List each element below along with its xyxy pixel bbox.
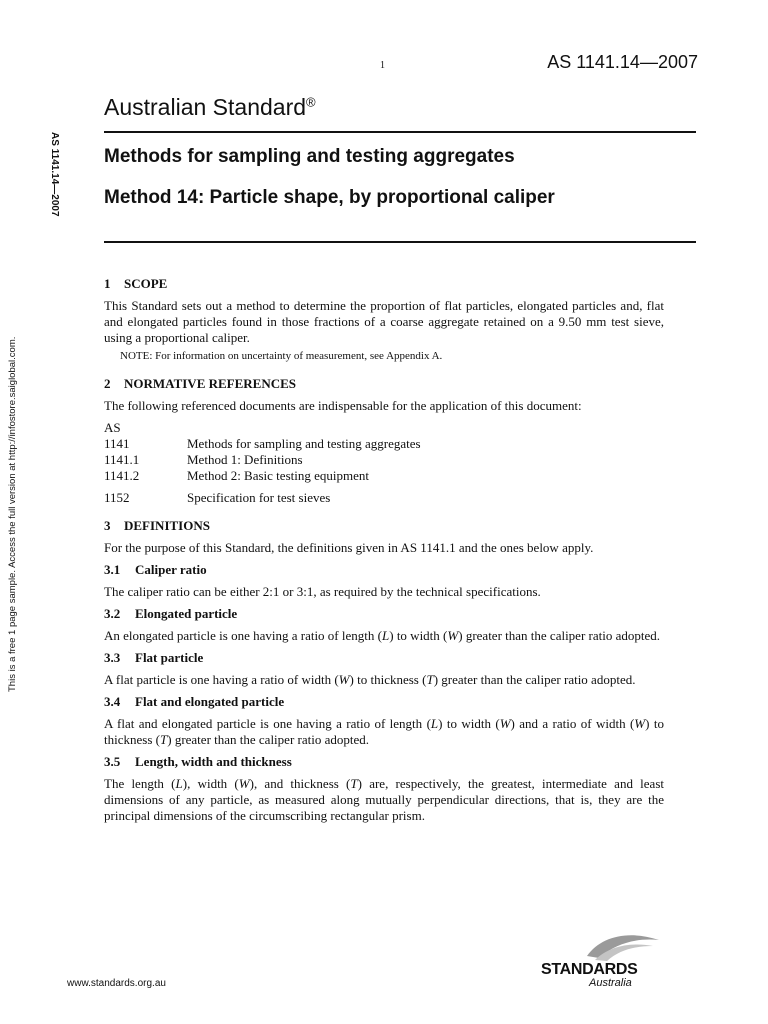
side-standard-code: AS 1141.14—2007 [49,132,60,217]
registered-mark: ® [306,94,316,110]
logo-swoosh-icon [583,930,661,962]
method-title: Method 14: Particle shape, by proportional caliper [104,187,555,208]
standard-code: AS 1141.14—2007 [547,52,698,72]
section-normative-references [104,376,664,506]
definition-heading: 3.5 Length, width and thickness [104,754,292,769]
logo-wordmark: STANDARDS [541,961,638,978]
reference-row: 1141.1 Method 1: Definitions [104,452,303,467]
scope-body: This Standard sets out a method to determine the proportion of flat particles, elongated particles and, flat and elongated particles found in those fractions of a coarse aggregate retained on a 9.50 mm test sieve, using a proportional caliper. [104,298,664,345]
section-heading: 3 DEFINITIONS [104,518,210,533]
section-heading: 1 SCOPE [104,276,168,291]
definition-body: An elongated particle is one having a ratio of length (L) to width (W) greater than the caliper ratio adopted. [104,628,661,643]
definition-heading: 3.3 Flat particle [104,650,204,665]
reference-prefix: AS [104,420,121,435]
definition-body: A flat particle is one having a ratio of width (W) to thickness (T) greater than the caliper ratio adopted. [104,672,636,687]
section-definitions [104,518,664,824]
standards-australia-logo [541,930,661,992]
reference-row: 1152 Specification for test sieves [104,490,331,505]
reference-row: 1141.2 Method 2: Basic testing equipment [104,468,369,483]
section-scope [104,276,664,364]
document-title: Methods for sampling and testing aggregates [104,146,515,167]
section-heading: 2 NORMATIVE REFERENCES [104,376,297,391]
definitions-intro: For the purpose of this Standard, the definitions given in AS 1141.1 and the ones below apply. [104,540,594,555]
definition-heading: 3.1 Caliper ratio [104,562,207,577]
brand-title [104,94,316,121]
title-rule-bottom [104,241,696,243]
sample-notice: This is a free 1 page sample. Access the full version at http://infostore.saiglobal.com. [7,336,18,692]
reference-row: 1141 Methods for sampling and testing aggregates [104,436,421,451]
standards-website-link[interactable]: www.standards.org.au [67,978,166,989]
document-body [104,276,664,830]
title-rule-top [104,131,696,133]
definition-body: The length (L), width (W), and thickness (T) are, respectively, the greatest, intermediate and least dimensions of any particle, as measured along mutually perpendicular directions, that is, they are the principal dimensions of the circumscribing rectangular prism. [104,776,664,823]
page-number: 1 [380,60,385,71]
brand-name: Australian Standard [104,94,307,120]
normative-intro: The following referenced documents are indispensable for the application of this document: [104,398,582,413]
scope-note: NOTE: For information on uncertainty of measurement, see Appendix A. [120,350,443,362]
definition-heading: 3.2 Elongated particle [104,606,238,621]
definition-body: The caliper ratio can be either 2:1 or 3:1, as required by the technical specifications. [104,584,541,599]
definition-heading: 3.4 Flat and elongated particle [104,694,285,709]
logo-subtitle: Australia [589,977,632,989]
definition-body: A flat and elongated particle is one having a ratio of length (L) to width (W) and a ratio of width (W) to thickness (T) greater than the caliper ratio adopted. [104,716,664,747]
